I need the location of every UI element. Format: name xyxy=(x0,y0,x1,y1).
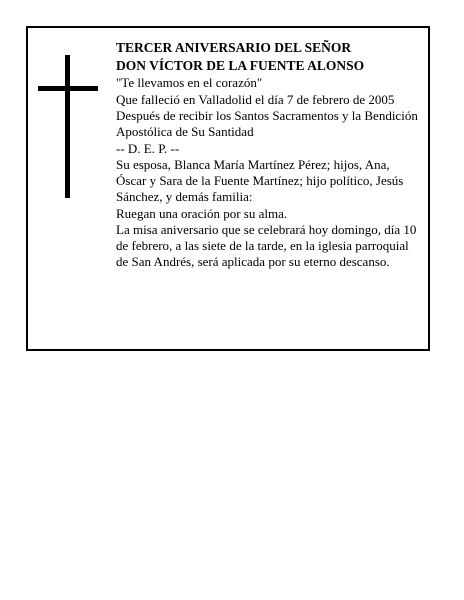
deceased-name: DON VÍCTOR DE LA FUENTE ALONSO xyxy=(116,58,365,73)
notice-title: TERCER ANIVERSARIO DEL SEÑOR xyxy=(116,40,352,55)
cross-icon xyxy=(38,55,98,198)
cross-vertical-bar xyxy=(65,55,70,198)
prayer-line: Ruegan una oración por su alma. xyxy=(116,205,288,221)
mass-announcement: La misa aniversario que se celebrará hoy domingo, día 10 de febrero, a las siete de la tarde, en la iglesia parroquial de San Andrés, será aplicada por su eterno descanso. xyxy=(116,222,417,269)
sacraments-line: Después de recibir los Santos Sacramentos y la Bendición Apostólica de Su Santidad xyxy=(116,108,418,139)
death-date-line: Que falleció en Valladolid el día 7 de febrero de 2005 xyxy=(116,91,395,107)
epitaph-quote: "Te llevamos en el corazón" xyxy=(116,75,263,90)
cross-horizontal-bar xyxy=(38,86,98,91)
family-line: Su esposa, Blanca María Martínez Pérez; hijos, Ana, Óscar y Sara de la Fuente Martínez; hijo político, Jesús Sánchez, y demás familia: xyxy=(116,157,404,204)
notice-text xyxy=(116,39,418,270)
obituary-notice xyxy=(26,26,430,351)
rip-line: -- D. E. P. -- xyxy=(116,140,180,156)
